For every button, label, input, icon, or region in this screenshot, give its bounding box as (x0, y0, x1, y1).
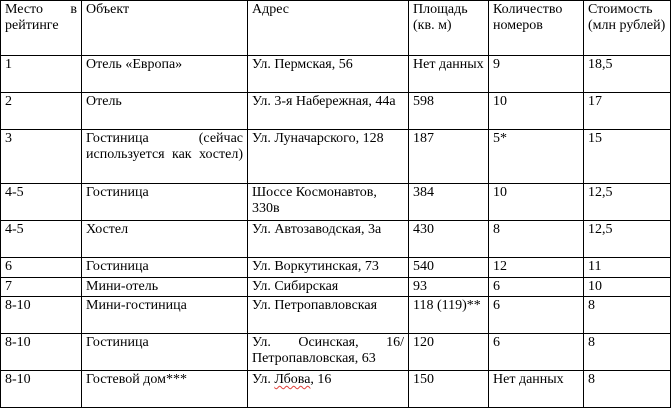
cell-rooms: 5* (489, 130, 584, 184)
cell-address: Ул. Луначарского, 128 (248, 130, 409, 184)
cell-address: Ул. Сибирская (248, 278, 409, 297)
cell-address: Шоссе Космонавтов, 330в (248, 184, 409, 221)
table-row (1, 184, 671, 221)
cell-area: 187 (409, 130, 489, 184)
cell-rooms: Нет данных (489, 371, 584, 408)
cell-object: Мини-гостиница (82, 297, 248, 334)
cell-address: Ул. Воркутинская, 73 (248, 258, 409, 278)
cell-area: 598 (409, 93, 489, 130)
cell-area: 118 (119)** (409, 297, 489, 334)
cell-cost: 8 (584, 371, 671, 408)
cell-object-text: Гостиница (сейчас используется как хостел) (86, 131, 243, 162)
header-rank: Место в рейтинге (1, 1, 82, 56)
cell-address: Ул. Автозаводская, 3а (248, 221, 409, 258)
table-row (1, 56, 671, 93)
table-row (1, 334, 671, 371)
table-row (1, 93, 671, 130)
cell-object: Отель (82, 93, 248, 130)
cell-rank: 7 (1, 278, 82, 297)
cell-area: 150 (409, 371, 489, 408)
cell-rooms: 8 (489, 221, 584, 258)
table-row (1, 371, 671, 408)
cell-cost: 15 (584, 130, 671, 184)
cell-object: Хостел (82, 221, 248, 258)
cell-object: Гостевой дом*** (82, 371, 248, 408)
table-row (1, 258, 671, 278)
cell-cost: 11 (584, 258, 671, 278)
cell-rooms: 12 (489, 258, 584, 278)
table-row (1, 297, 671, 334)
header-address: Адрес (248, 1, 409, 56)
cell-rank: 8-10 (1, 297, 82, 334)
address-prefix: Ул. (252, 372, 275, 387)
table-row (1, 278, 671, 297)
cell-area: Нет данных (409, 56, 489, 93)
cell-area: 120 (409, 334, 489, 371)
cell-object: Отель «Европа» (82, 56, 248, 93)
cell-rooms: 10 (489, 93, 584, 130)
cell-object: Гостиница (82, 258, 248, 278)
cell-cost: 8 (584, 297, 671, 334)
cell-cost: 12,5 (584, 184, 671, 221)
cell-address (248, 371, 409, 408)
cell-rooms: 6 (489, 297, 584, 334)
header-rooms: Количество номеров (489, 1, 584, 56)
cell-rank: 3 (1, 130, 82, 184)
cell-rank: 8-10 (1, 371, 82, 408)
cell-rank: 8-10 (1, 334, 82, 371)
cell-address: Ул. Петропавловская (248, 297, 409, 334)
table-header-row (1, 1, 671, 56)
cell-rank: 2 (1, 93, 82, 130)
cell-cost: 12,5 (584, 221, 671, 258)
cell-rank: 6 (1, 258, 82, 278)
cell-object: Гостиница (82, 334, 248, 371)
cell-cost: 17 (584, 93, 671, 130)
cell-area: 384 (409, 184, 489, 221)
cell-area: 430 (409, 221, 489, 258)
cell-object: Гостиница (82, 184, 248, 221)
cell-rooms: 10 (489, 184, 584, 221)
cell-address: Ул. Осинская, 16/ Петропавловская, 63 (248, 334, 409, 371)
table-row (1, 130, 671, 184)
header-area: Площадь (кв. м) (409, 1, 489, 56)
cell-address: Ул. Пермская, 56 (248, 56, 409, 93)
cell-rank: 4-5 (1, 221, 82, 258)
header-cost: Стоимость (млн рублей) (584, 1, 671, 56)
header-object: Объект (82, 1, 248, 56)
cell-address: Ул. 3-я Набережная, 44а (248, 93, 409, 130)
cell-area: 93 (409, 278, 489, 297)
cell-rooms: 6 (489, 334, 584, 371)
spellcheck-marked-word: Лбова (274, 372, 311, 387)
cell-rank: 1 (1, 56, 82, 93)
cell-rooms: 9 (489, 56, 584, 93)
address-suffix: , 16 (310, 372, 332, 387)
cell-cost: 18,5 (584, 56, 671, 93)
cell-cost: 10 (584, 278, 671, 297)
table-row (1, 221, 671, 258)
cell-object: Мини-отель (82, 278, 248, 297)
cell-rooms: 6 (489, 278, 584, 297)
cell-area: 540 (409, 258, 489, 278)
cell-object (82, 130, 248, 184)
cell-rank: 4-5 (1, 184, 82, 221)
cell-cost: 8 (584, 334, 671, 371)
